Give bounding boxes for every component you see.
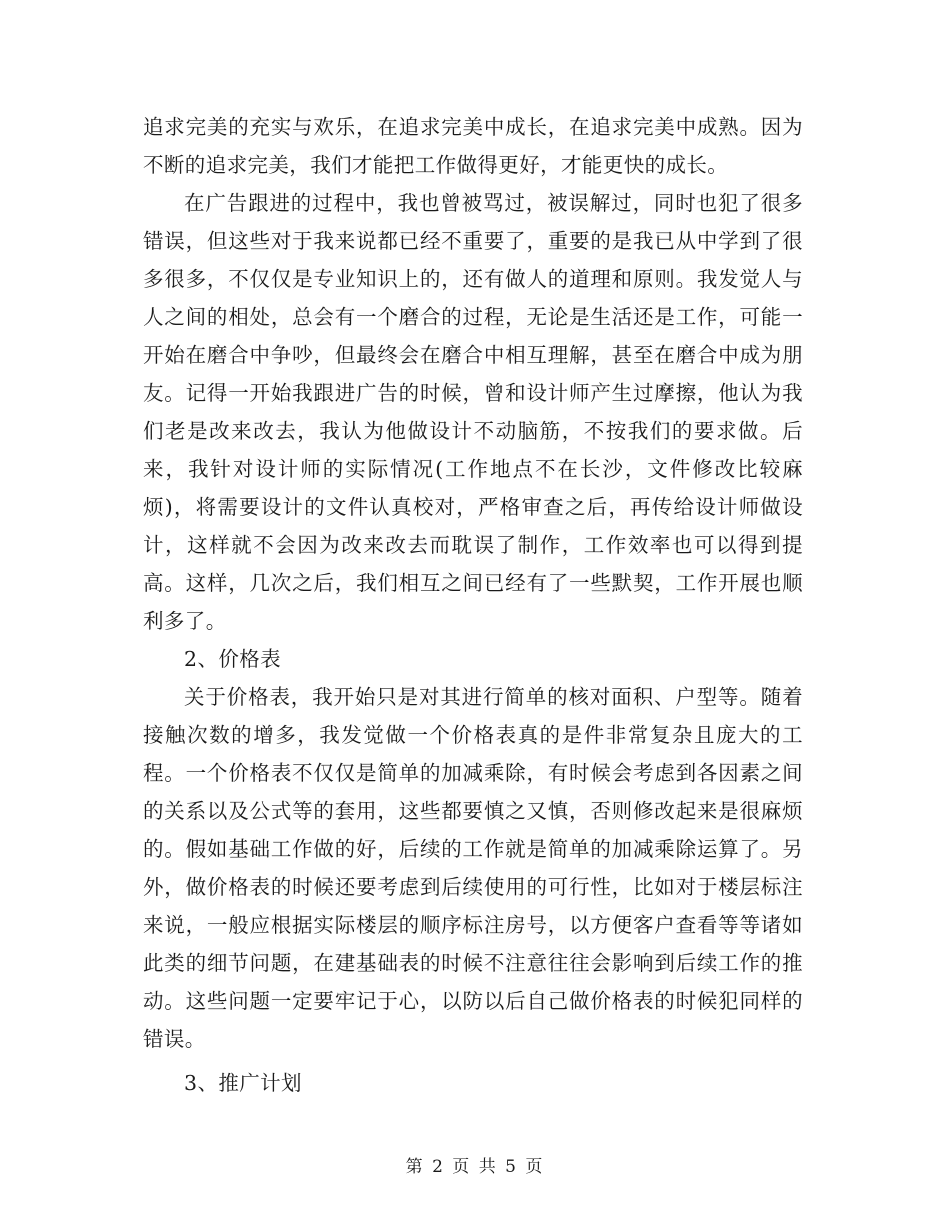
paragraph-ad-followup: 在广告跟进的过程中，我也曾被骂过，被误解过，同时也犯了很多错误，但这些对于我来说都已经不重要了，重要的是我已从中学到了很多很多，不仅仅是专业知识上的，还有做人的道理和原则。我发觉人与人之间的相处，总会有一个磨合的过程，无论是生活还是工作，可能一开始在磨合中争吵，但最终会在磨合中相互理解，甚至在磨合中成为朋友。记得一开始我跟进广告的时候，曾和设计师产生过摩擦，他认为我们老是改来改去，我认为他做设计不动脑筋，不按我们的要求做。后来，我针对设计师的实际情况(工作地点不在长沙，文件修改比较麻烦)，将需要设计的文件认真校对，严格审查之后，再传给设计师做设计，这样就不会因为改来改去而耽误了制作，工作效率也可以得到提高。这样，几次之后，我们相互之间已经有了一些默契，工作开展也顺利多了。: [143, 191, 803, 633]
page-footer: 第 2 页 共 5 页: [405, 1157, 545, 1177]
section-heading-price-table: 2、价格表: [184, 647, 282, 671]
document-body: [143, 108, 803, 1102]
paragraph-price-table: 关于价格表，我开始只是对其进行简单的核对面积、户型等。随着接触次数的增多，我发觉做一个价格表真的是件非常复杂且庞大的工程。一个价格表不仅仅是简单的加减乘除，有时候会考虑到各因素之间的关系以及公式等的套用，这些都要慎之又慎，否则修改起来是很麻烦的。假如基础工作做的好，后续的工作就是简单的加减乘除运算了。另外，做价格表的时候还要考虑到后续使用的可行性，比如对于楼层标注来说，一般应根据实际楼层的顺序标注房号，以方便客户查看等等诸如此类的细节问题，在建基础表的时候不注意往往会影响到后续工作的推动。这些问题一定要牢记于心，以防以后自己做价格表的时候犯同样的错误。: [143, 685, 803, 1051]
paragraph-continuation: 追求完美的充实与欢乐，在追求完美中成长，在追求完美中成熟。因为不断的追求完美，我们才能把工作做得更好，才能更快的成长。: [143, 115, 803, 177]
section-heading-promotion-plan: 3、推广计划: [184, 1071, 302, 1095]
